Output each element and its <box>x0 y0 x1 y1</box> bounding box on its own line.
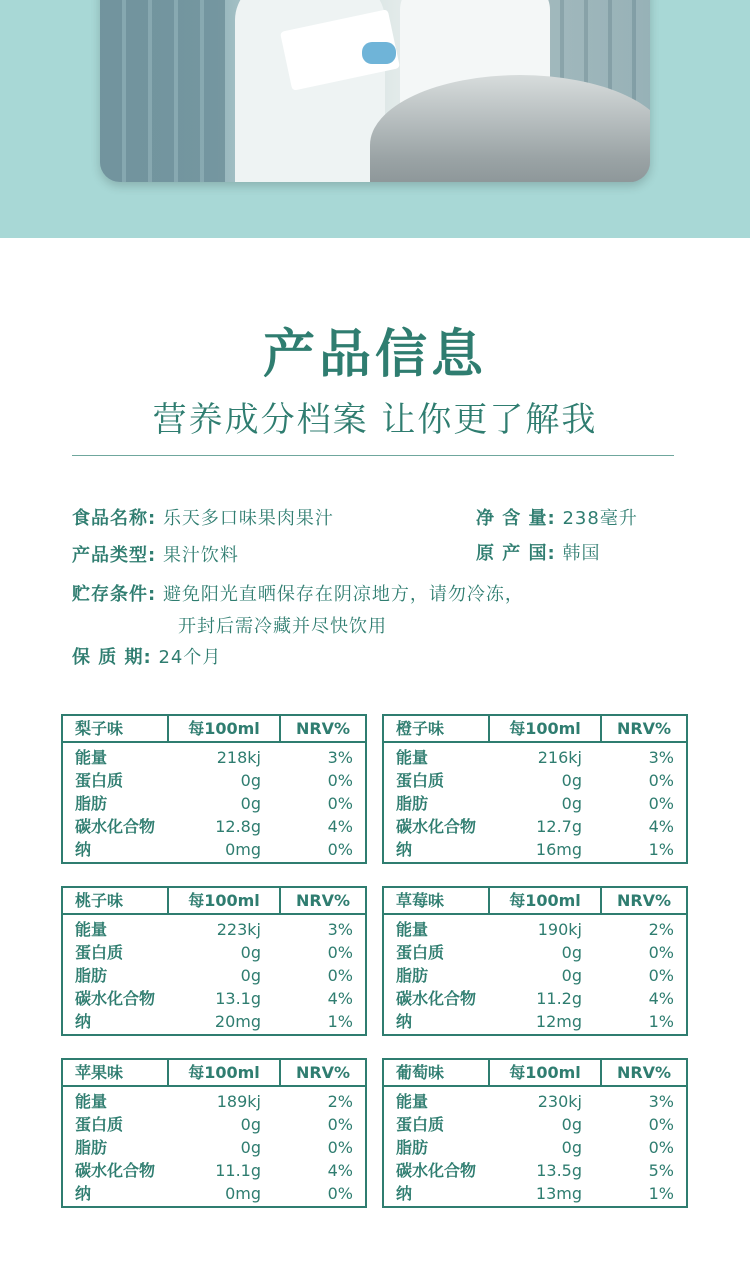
nrv-value: 0% <box>648 1138 674 1157</box>
nutrient-value: 12.7g <box>536 817 582 836</box>
nutrient-name: 碳水化合物 <box>75 817 156 836</box>
nrv-value: 1% <box>648 840 674 859</box>
table-row <box>63 1113 365 1136</box>
nrv-header: NRV% <box>295 719 351 738</box>
nutrient-name: 蛋白质 <box>396 943 445 962</box>
info-value: 韩国 <box>562 543 601 564</box>
table-row <box>384 792 686 815</box>
info-shelf-life <box>72 643 221 669</box>
table-row <box>63 918 365 941</box>
table-row <box>384 769 686 792</box>
table-row <box>384 1090 686 1113</box>
table-row <box>384 1010 686 1033</box>
table-row <box>384 815 686 838</box>
nrv-value: 1% <box>327 1012 353 1031</box>
table-row <box>63 838 365 861</box>
nutrient-name: 蛋白质 <box>75 943 124 962</box>
nutrient-value: 20mg <box>214 1012 261 1031</box>
table-header <box>384 716 686 743</box>
nutrition-table-grape <box>382 1058 688 1208</box>
glove <box>362 42 396 64</box>
nutrient-value: 218kj <box>216 748 261 767</box>
nrv-value: 4% <box>327 817 353 836</box>
nutrient-name: 蛋白质 <box>75 1115 124 1134</box>
info-origin <box>476 539 600 565</box>
info-value: 避免阳光直晒保存在阴凉地方，请勿冷冻， <box>162 584 524 605</box>
nutrition-table-peach <box>61 886 367 1036</box>
nutrient-value: 0g <box>561 1115 582 1134</box>
nutrient-value: 230kj <box>537 1092 582 1111</box>
nrv-value: 3% <box>327 748 353 767</box>
nrv-value: 0% <box>648 794 674 813</box>
info-value: 238毫升 <box>562 508 638 529</box>
nutrient-name: 能量 <box>396 748 429 767</box>
nutrient-value: 13.5g <box>536 1161 582 1180</box>
info-label: 净 含 量: <box>476 508 556 529</box>
nutrient-name: 脂肪 <box>396 966 429 985</box>
nutrient-value: 0mg <box>225 1184 261 1203</box>
nutrient-name: 纳 <box>396 840 413 859</box>
nutrient-name: 纳 <box>75 840 92 859</box>
nrv-value: 2% <box>327 1092 353 1111</box>
nrv-value: 0% <box>327 840 353 859</box>
window-left <box>100 0 225 182</box>
table-row <box>384 746 686 769</box>
table-row <box>384 1113 686 1136</box>
table-row <box>63 941 365 964</box>
nutrient-value: 190kj <box>537 920 582 939</box>
nutrient-value: 0g <box>240 1115 261 1134</box>
per-100ml-header: 每100ml <box>169 716 281 741</box>
nrv-value: 3% <box>648 1092 674 1111</box>
nutrient-value: 11.1g <box>215 1161 261 1180</box>
nrv-value: 4% <box>648 989 674 1008</box>
nrv-value: 0% <box>327 1138 353 1157</box>
table-row <box>63 964 365 987</box>
table-row <box>63 815 365 838</box>
nutrient-name: 碳水化合物 <box>75 1161 156 1180</box>
nrv-value: 5% <box>648 1161 674 1180</box>
table-row <box>63 746 365 769</box>
info-label: 原 产 国: <box>476 543 556 564</box>
info-label: 保 质 期: <box>72 647 152 668</box>
table-row <box>384 838 686 861</box>
table-row <box>63 1182 365 1205</box>
nrv-value: 0% <box>648 943 674 962</box>
nutrient-value: 0g <box>240 794 261 813</box>
section-title: 产品信息 <box>262 325 487 385</box>
nutrient-name: 能量 <box>396 920 429 939</box>
nrv-value: 0% <box>327 794 353 813</box>
nutrient-value: 0g <box>240 1138 261 1157</box>
info-net-content <box>476 504 638 530</box>
factory-photo <box>100 0 650 182</box>
info-value: 乐天多口味果肉果汁 <box>162 508 334 529</box>
nrv-value: 0% <box>648 1115 674 1134</box>
nutrient-value: 0g <box>240 966 261 985</box>
flavor-name: 橙子味 <box>384 716 490 741</box>
nutrient-value: 13.1g <box>215 989 261 1008</box>
nrv-header: NRV% <box>295 891 351 910</box>
info-value: 24个月 <box>158 647 222 668</box>
nutrition-table-orange <box>382 714 688 864</box>
nutrient-name: 脂肪 <box>396 1138 429 1157</box>
nutrient-name: 碳水化合物 <box>396 817 477 836</box>
nutrient-value: 223kj <box>216 920 261 939</box>
info-food-name <box>72 504 334 530</box>
nutrient-name: 蛋白质 <box>396 771 445 790</box>
nutrient-value: 12.8g <box>215 817 261 836</box>
table-row <box>384 1159 686 1182</box>
nutrient-value: 0g <box>561 943 582 962</box>
nutrient-name: 能量 <box>396 1092 429 1111</box>
info-label: 食品名称: <box>72 508 157 529</box>
divider <box>72 455 674 456</box>
table-header <box>63 888 365 915</box>
table-row <box>384 918 686 941</box>
nutrient-name: 纳 <box>75 1184 92 1203</box>
nutrient-value: 0g <box>561 1138 582 1157</box>
nrv-value: 0% <box>648 771 674 790</box>
flavor-name: 葡萄味 <box>384 1060 490 1085</box>
table-row <box>63 769 365 792</box>
per-100ml-header: 每100ml <box>490 716 602 741</box>
section-subtitle: 营养成分档案 让你更了解我 <box>152 400 598 440</box>
per-100ml-header: 每100ml <box>169 1060 281 1085</box>
table-header <box>384 1060 686 1087</box>
table-row <box>63 1136 365 1159</box>
nrv-value: 1% <box>648 1184 674 1203</box>
table-row <box>384 941 686 964</box>
info-product-type <box>72 541 239 567</box>
nrv-value: 0% <box>327 966 353 985</box>
nrv-value: 4% <box>327 1161 353 1180</box>
nutrient-name: 碳水化合物 <box>396 989 477 1008</box>
nutrient-name: 碳水化合物 <box>396 1161 477 1180</box>
table-row <box>384 1136 686 1159</box>
nutrient-name: 蛋白质 <box>396 1115 445 1134</box>
table-row <box>384 987 686 1010</box>
nutrient-name: 脂肪 <box>75 966 108 985</box>
flavor-name: 草莓味 <box>384 888 490 913</box>
table-row <box>63 1159 365 1182</box>
nrv-value: 3% <box>327 920 353 939</box>
nutrient-name: 纳 <box>75 1012 92 1031</box>
nutrient-name: 纳 <box>396 1012 413 1031</box>
info-label: 产品类型: <box>72 545 157 566</box>
flavor-name: 苹果味 <box>63 1060 169 1085</box>
table-header <box>384 888 686 915</box>
nrv-header: NRV% <box>295 1063 351 1082</box>
info-value: 果汁饮料 <box>162 545 239 566</box>
nrv-value: 0% <box>648 966 674 985</box>
nutrient-value: 11.2g <box>536 989 582 1008</box>
per-100ml-header: 每100ml <box>490 1060 602 1085</box>
info-label: 贮存条件: <box>72 584 157 605</box>
nutrient-value: 0mg <box>225 840 261 859</box>
nutrient-name: 纳 <box>396 1184 413 1203</box>
table-row <box>384 1182 686 1205</box>
nrv-value: 0% <box>327 771 353 790</box>
nrv-value: 2% <box>648 920 674 939</box>
nutrient-name: 脂肪 <box>75 794 108 813</box>
nutrient-value: 16mg <box>535 840 582 859</box>
nrv-value: 0% <box>327 1115 353 1134</box>
flavor-name: 桃子味 <box>63 888 169 913</box>
nutrient-value: 12mg <box>535 1012 582 1031</box>
info-value-line2: 开封后需冷藏并尽快饮用 <box>178 616 387 637</box>
nrv-value: 4% <box>648 817 674 836</box>
nutrient-value: 0g <box>561 771 582 790</box>
nutrient-value: 0g <box>240 943 261 962</box>
nrv-header: NRV% <box>616 1063 672 1082</box>
table-row <box>63 987 365 1010</box>
nutrient-value: 0g <box>561 966 582 985</box>
table-header <box>63 1060 365 1087</box>
info-storage <box>72 580 524 638</box>
per-100ml-header: 每100ml <box>490 888 602 913</box>
nrv-value: 4% <box>327 989 353 1008</box>
nutrient-name: 脂肪 <box>396 794 429 813</box>
nutrient-name: 蛋白质 <box>75 771 124 790</box>
table-row <box>63 792 365 815</box>
nutrient-name: 能量 <box>75 1092 108 1111</box>
per-100ml-header: 每100ml <box>169 888 281 913</box>
nutrition-table-strawberry <box>382 886 688 1036</box>
nrv-value: 1% <box>648 1012 674 1031</box>
nrv-value: 0% <box>327 1184 353 1203</box>
nrv-value: 0% <box>327 943 353 962</box>
nutrient-value: 189kj <box>216 1092 261 1111</box>
nutrient-name: 能量 <box>75 748 108 767</box>
nutrient-name: 碳水化合物 <box>75 989 156 1008</box>
nutrient-value: 0g <box>561 794 582 813</box>
nrv-header: NRV% <box>616 719 672 738</box>
nrv-header: NRV% <box>616 891 672 910</box>
table-row <box>63 1010 365 1033</box>
table-row <box>384 964 686 987</box>
nutrition-table-apple <box>61 1058 367 1208</box>
nutrition-table-pear <box>61 714 367 864</box>
nutrient-name: 脂肪 <box>75 1138 108 1157</box>
top-banner <box>0 0 750 238</box>
table-row <box>63 1090 365 1113</box>
table-header <box>63 716 365 743</box>
nutrient-value: 13mg <box>535 1184 582 1203</box>
nutrient-value: 0g <box>240 771 261 790</box>
flavor-name: 梨子味 <box>63 716 169 741</box>
nutrient-value: 216kj <box>537 748 582 767</box>
nrv-value: 3% <box>648 748 674 767</box>
nutrient-name: 能量 <box>75 920 108 939</box>
